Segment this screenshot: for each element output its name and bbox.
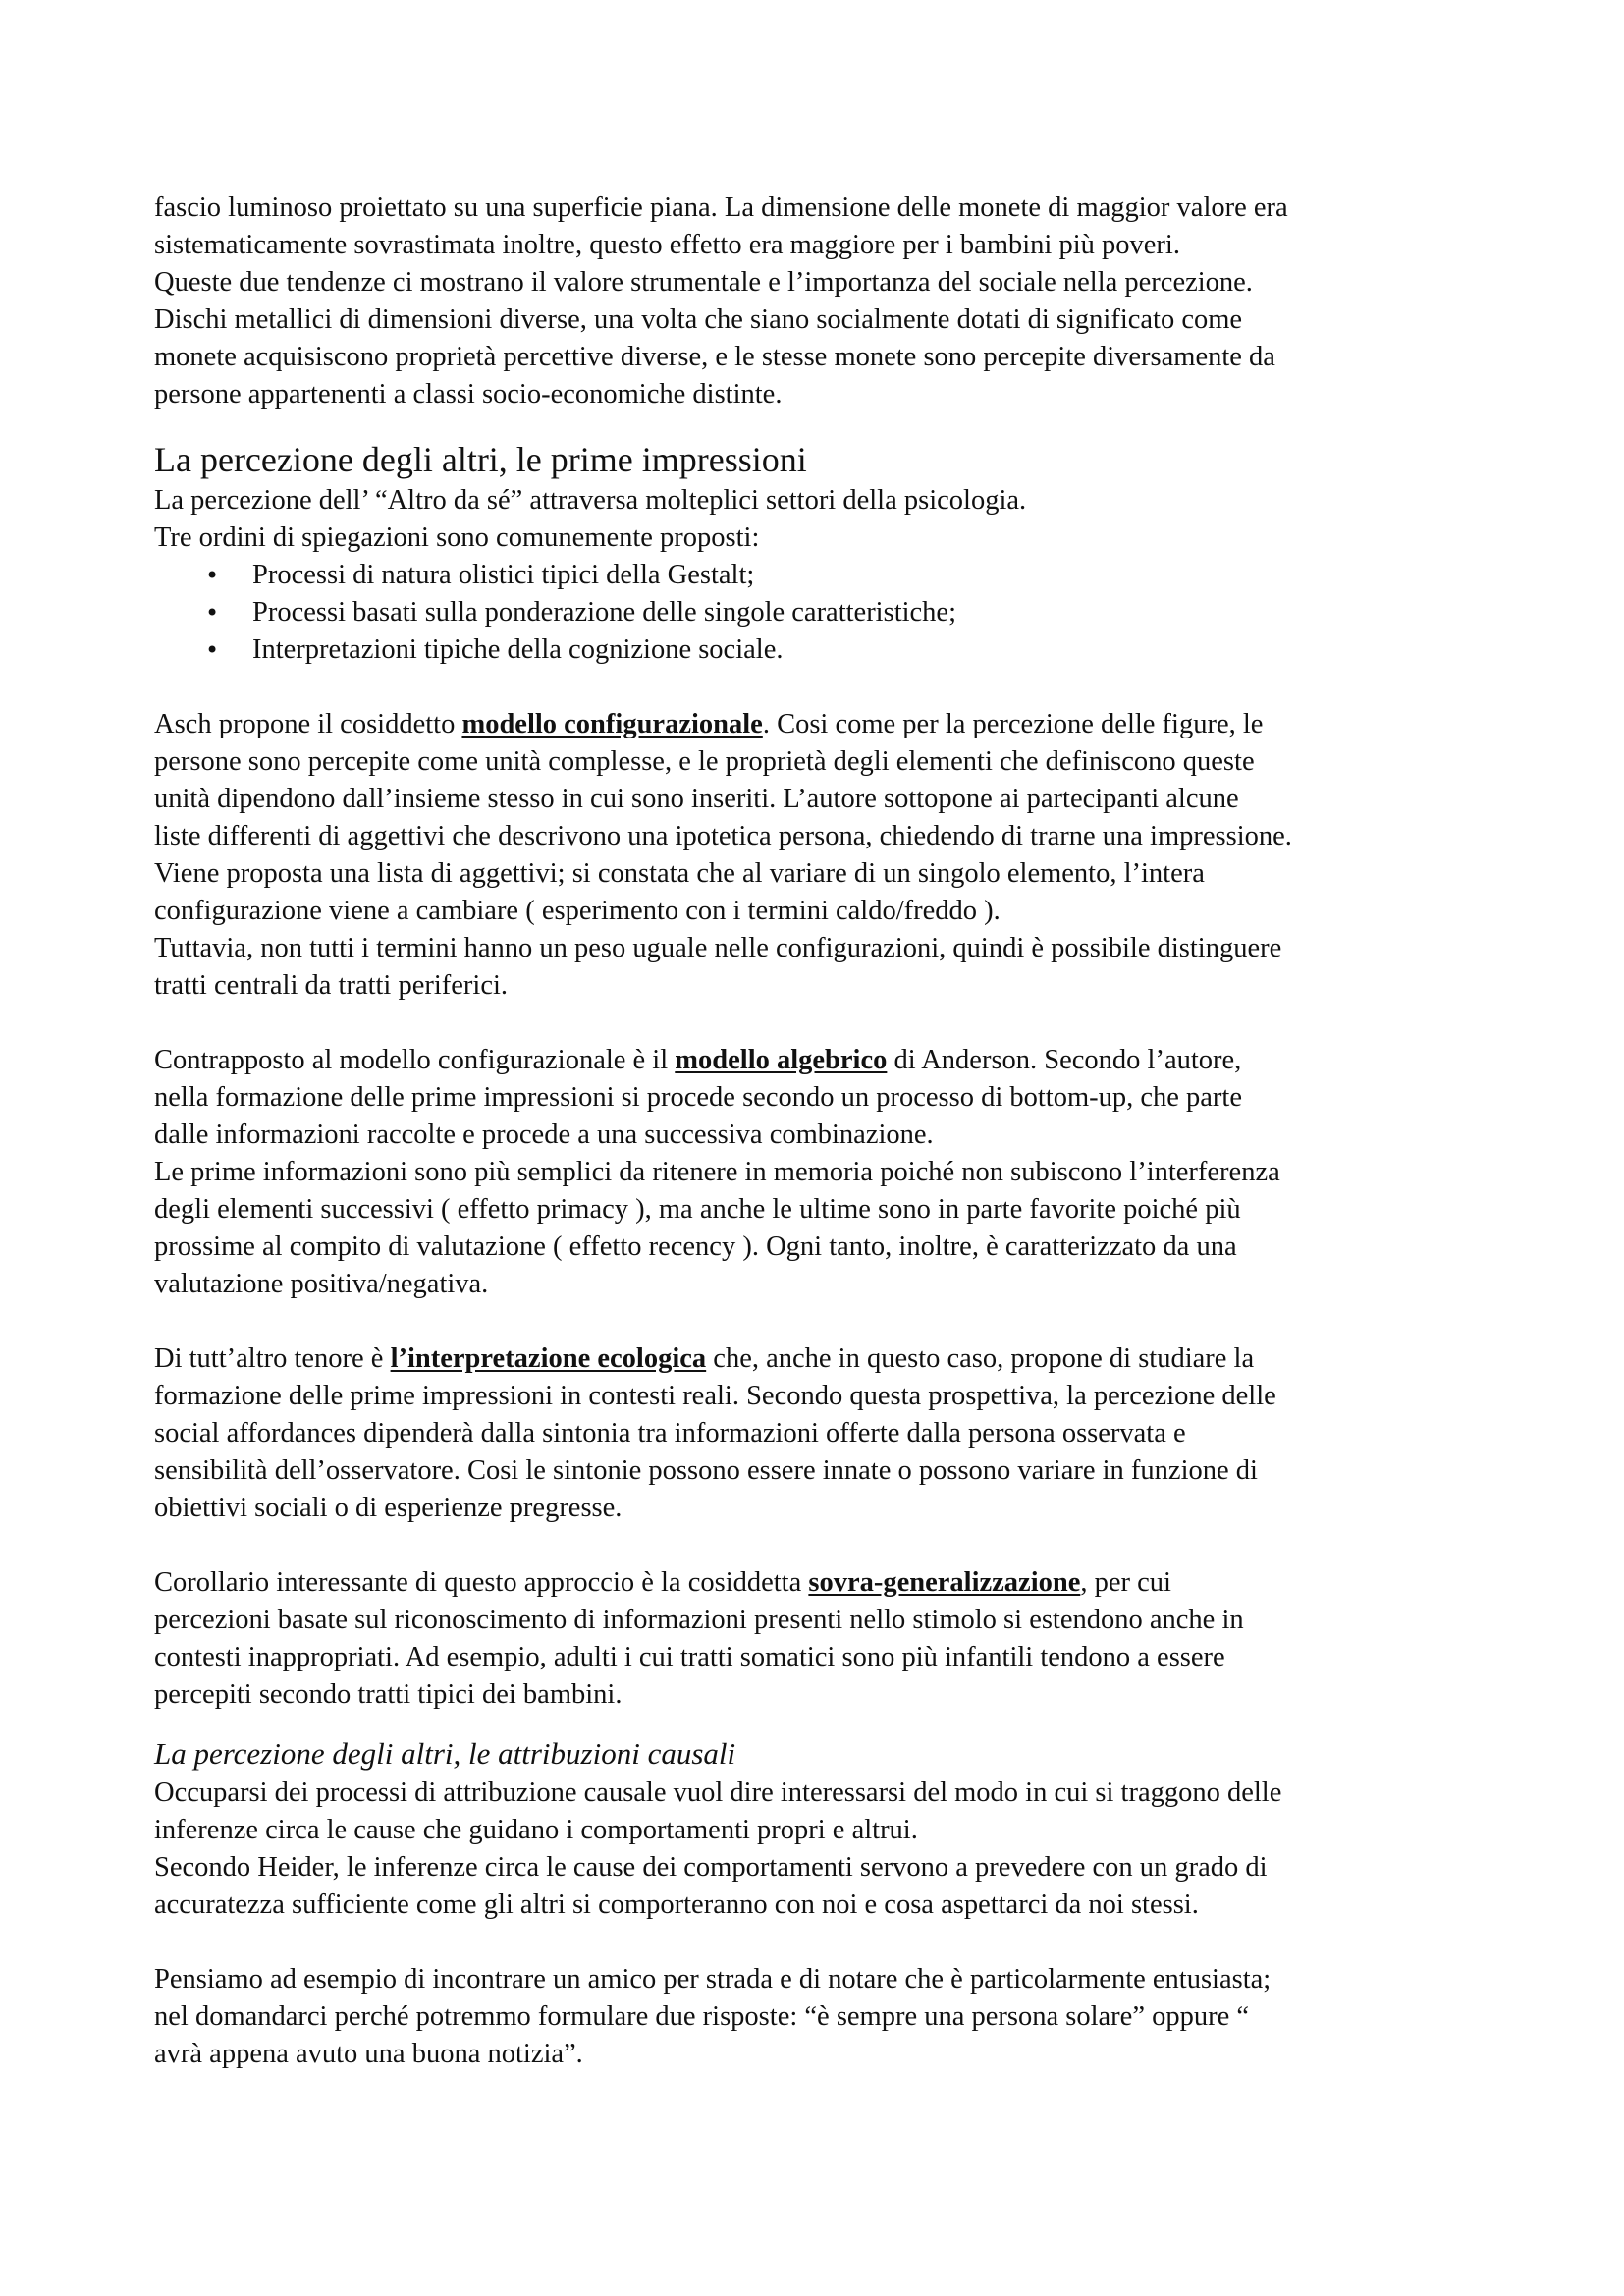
text-line: contesti inappropriati. Ad esempio, adulti i cui tratti somatici sono più infantili tendono a essere — [154, 1642, 1225, 1672]
anderson-paragraph — [154, 1042, 1509, 1303]
text-line: Secondo Heider, le inferenze circa le cause dei comportamenti servono a prevedere con un grado di — [154, 1852, 1268, 1883]
text-line: fascio luminoso proiettato su una superficie piana. La dimensione delle monete di maggior valore era — [154, 192, 1288, 223]
text-line — [154, 706, 1509, 743]
text-line — [154, 1564, 1509, 1602]
text-fragment: Di tutt’altro tenore è — [154, 1343, 391, 1374]
text-line: dalle informazioni raccolte e procede a una successiva combinazione. — [154, 1120, 934, 1150]
intro-paragraph — [154, 190, 1509, 413]
text-line: inferenze circa le cause che guidano i comportamenti propri e altrui. — [154, 1815, 918, 1845]
text-line: percezioni basate sul riconoscimento di informazioni presenti nello stimolo si estendono anche in — [154, 1605, 1244, 1635]
text-fragment: . Cosi come per la percezione delle figure, le — [762, 709, 1264, 739]
section-heading-attribuzioni-causali: La percezione degli altri, le attribuzioni causali — [154, 1736, 736, 1771]
text-line: degli elementi successivi ( effetto primacy ), ma anche le ultime sono in parte favorite poiché più — [154, 1194, 1241, 1225]
text-line — [154, 1042, 1509, 1079]
text-line: sistematicamente sovrastimata inoltre, questo effetto era maggiore per i bambini più poveri. — [154, 230, 1180, 260]
text-fragment: Contrapposto al modello configurazionale è il — [154, 1045, 676, 1075]
sovra-paragraph — [154, 1564, 1509, 1714]
text-line: tratti centrali da tratti periferici. — [154, 970, 509, 1001]
text-line: nel domandarci perché potremmo formulare due risposte: “è sempre una persona solare” oppure “ — [154, 2001, 1250, 2032]
text-fragment: che, anche in questo caso, propone di studiare la — [706, 1343, 1255, 1374]
text-line: Tuttavia, non tutti i termini hanno un peso uguale nelle configurazioni, quindi è possibile distinguere — [154, 933, 1282, 963]
asch-paragraph — [154, 706, 1509, 1005]
text-line: sensibilità dell’osservatore. Cosi le sintonie possono essere innate o possono variare in funzione di — [154, 1455, 1258, 1486]
text-line: monete acquisiscono proprietà percettive diverse, e le stesse monete sono percepite diversamente da — [154, 342, 1275, 372]
section-heading-prime-impressioni: La percezione degli altri, le prime impressioni — [154, 440, 807, 479]
ecologica-paragraph — [154, 1340, 1509, 1527]
text-line: persone sono percepite come unità complesse, e le proprietà degli elementi che definiscono queste — [154, 746, 1255, 777]
text-line: Tre ordini di spiegazioni sono comunemente proposti: — [154, 522, 760, 553]
final-paragraph — [154, 1961, 1509, 2073]
section2-paragraph — [154, 1775, 1509, 1924]
key-term-modello-algebrico: modello algebrico — [675, 1045, 888, 1075]
text-line: Le prime informazioni sono più semplici da ritenere in memoria poiché non subiscono l’interferenza — [154, 1157, 1280, 1187]
text-line: accuratezza sufficiente come gli altri si comporteranno con noi e cosa aspettarci da noi stessi. — [154, 1889, 1199, 1920]
text-line: nella formazione delle prime impressioni si procede secondo un processo di bottom-up, che parte — [154, 1082, 1242, 1113]
text-fragment: Asch propone il cosiddetto — [154, 709, 462, 739]
text-line — [154, 1340, 1509, 1378]
text-fragment: di Anderson. Secondo l’autore, — [887, 1045, 1242, 1075]
document-page — [154, 190, 1509, 2073]
text-line: formazione delle prime impressioni in contesti reali. Secondo questa prospettiva, la percezione delle — [154, 1381, 1276, 1411]
list-item: • Processi di natura olistici tipici della Gestalt; — [154, 557, 1509, 594]
key-term-sovra-generalizzazione: sovra-generalizzazione — [808, 1567, 1081, 1598]
text-line: La percezione dell’ “Altro da sé” attraversa molteplici settori della psicologia. — [154, 485, 1027, 516]
text-line: Queste due tendenze ci mostrano il valore strumentale e l’importanza del sociale nella percezione. — [154, 267, 1253, 298]
text-line: prossime al compito di valutazione ( effetto recency ). Ogni tanto, inoltre, è caratterizzato da una — [154, 1231, 1237, 1262]
text-line: persone appartenenti a classi socio-economiche distinte. — [154, 379, 783, 410]
text-line: Viene proposta una lista di aggettivi; si constata che al variare di un singolo elemento, l’intera — [154, 858, 1205, 889]
text-line: configurazione viene a cambiare ( esperimento con i termini caldo/freddo ). — [154, 896, 1001, 926]
text-line: valutazione positiva/negativa. — [154, 1269, 489, 1299]
text-line: obiettivi sociali o di esperienze pregresse. — [154, 1493, 623, 1523]
text-line: Occuparsi dei processi di attribuzione causale vuol dire interessarsi del modo in cui si traggono delle — [154, 1777, 1282, 1808]
text-line: percepiti secondo tratti tipici dei bambini. — [154, 1679, 623, 1710]
text-line: unità dipendono dall’insieme stesso in cui sono inseriti. L’autore sottopone ai partecipanti alcune — [154, 784, 1239, 814]
text-line: Dischi metallici di dimensioni diverse, una volta che siano socialmente dotati di significato come — [154, 304, 1243, 335]
list-item: • Processi basati sulla ponderazione delle singole caratteristiche; — [154, 594, 1509, 631]
text-fragment: , per cui — [1080, 1567, 1171, 1598]
key-term-interpretazione-ecologica: l’interpretazione ecologica — [390, 1343, 707, 1374]
text-line: avrà appena avuto una buona notizia”. — [154, 2039, 583, 2069]
list-item: • Interpretazioni tipiche della cognizione sociale. — [154, 631, 1509, 669]
text-line: social affordances dipenderà dalla sintonia tra informazioni offerte dalla persona osservata e — [154, 1418, 1186, 1449]
text-line: liste differenti di aggettivi che descrivono una ipotetica persona, chiedendo di trarne una impressione. — [154, 821, 1292, 851]
key-term-modello-configurazionale: modello configurazionale — [461, 709, 763, 739]
text-line: Pensiamo ad esempio di incontrare un amico per strada e di notare che è particolarmente entusiasta; — [154, 1964, 1272, 1995]
explanations-list — [154, 557, 1509, 669]
text-fragment: Corollario interessante di questo approccio è la cosiddetta — [154, 1567, 809, 1598]
section1-intro — [154, 482, 1509, 557]
